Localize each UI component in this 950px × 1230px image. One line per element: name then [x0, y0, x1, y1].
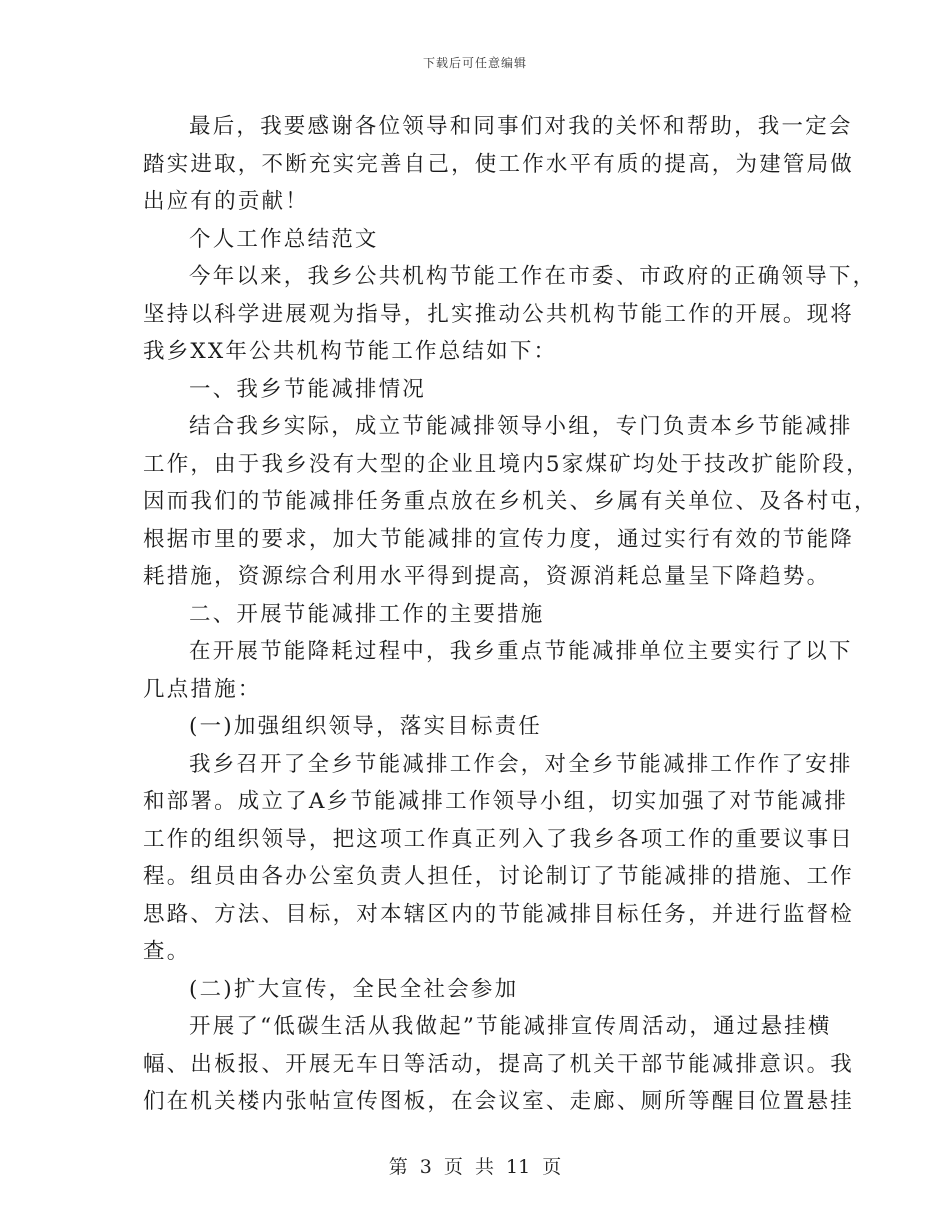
- text-line: 幅、出板报、开展无车日等活动，提高了机关干部节能减排意识。我: [143, 1051, 855, 1077]
- text-line: 我乡XX年公共机构节能工作总结如下：: [143, 339, 558, 364]
- text-line: 结合我乡实际，成立节能减排领导小组，专门负责本乡节能减排: [189, 414, 853, 439]
- text-line: 出应有的贡献！: [143, 189, 309, 214]
- text-line: (一)加强组织领导，落实目标责任: [189, 714, 542, 739]
- text-line: 在开展节能降耗过程中，我乡重点节能减排单位主要实行了以下: [189, 639, 853, 664]
- text-line: 耗措施，资源综合利用水平得到提高，资源消耗总量呈下降趋势。: [143, 564, 831, 589]
- text-line: 个人工作总结范文: [189, 226, 379, 252]
- document-body: [143, 108, 878, 1121]
- text-line: 踏实进取，不断充实完善自己，使工作水平有质的提高，为建管局做: [143, 151, 855, 177]
- text-line: 我乡召开了全乡节能减排工作会，对全乡节能减排工作作了安排: [189, 751, 853, 777]
- text-line: 今年以来，我乡公共机构节能工作在市委、市政府的正确领导下，: [189, 264, 877, 289]
- text-line: 开展了“低碳生活从我做起”节能减排宣传周活动，通过悬挂横: [189, 1014, 832, 1039]
- text-line: 们在机关楼内张帖宣传图板，在会议室、走廊、厕所等醒目位置悬挂: [143, 1089, 855, 1114]
- text-line: 和部署。成立了A乡节能减排工作领导小组，切实加强了对节能减排: [143, 789, 849, 814]
- text-line: 坚持以科学进展观为指导，扎实推动公共机构节能工作的开展。现将: [143, 301, 855, 327]
- text-line: 几点措施：: [143, 676, 262, 702]
- text-line: 二、开展节能减排工作的主要措施: [189, 601, 545, 627]
- text-line: 一、我乡节能减排情况: [189, 376, 427, 402]
- text-line: 查。: [143, 939, 191, 964]
- text-line: 最后，我要感谢各位领导和同事们对我的关怀和帮助，我一定会: [189, 114, 853, 139]
- text-line: 工作，由于我乡没有大型的企业且境内5家煤矿均处于技改扩能阶段，: [143, 451, 870, 477]
- page-header-note: 下载后可任意编辑: [422, 56, 527, 70]
- text-line: 程。组员由各办公室负责人担任，讨论制订了节能减排的措施、工作: [143, 864, 855, 889]
- text-line: 思路、方法、目标，对本辖区内的节能减排目标任务，并进行监督检: [143, 901, 855, 927]
- text-line: (二)扩大宣传，全民全社会参加: [189, 976, 519, 1002]
- text-line: 根据市里的要求，加大节能减排的宣传力度，通过实行有效的节能降: [143, 526, 855, 552]
- page-number-footer: 第 3 页 共 11 页: [388, 1156, 562, 1178]
- text-line: 工作的组织领导，把这项工作真正列入了我乡各项工作的重要议事日: [143, 826, 855, 852]
- text-line: 因而我们的节能减排任务重点放在乡机关、乡属有关单位、及各村屯，: [143, 489, 878, 514]
